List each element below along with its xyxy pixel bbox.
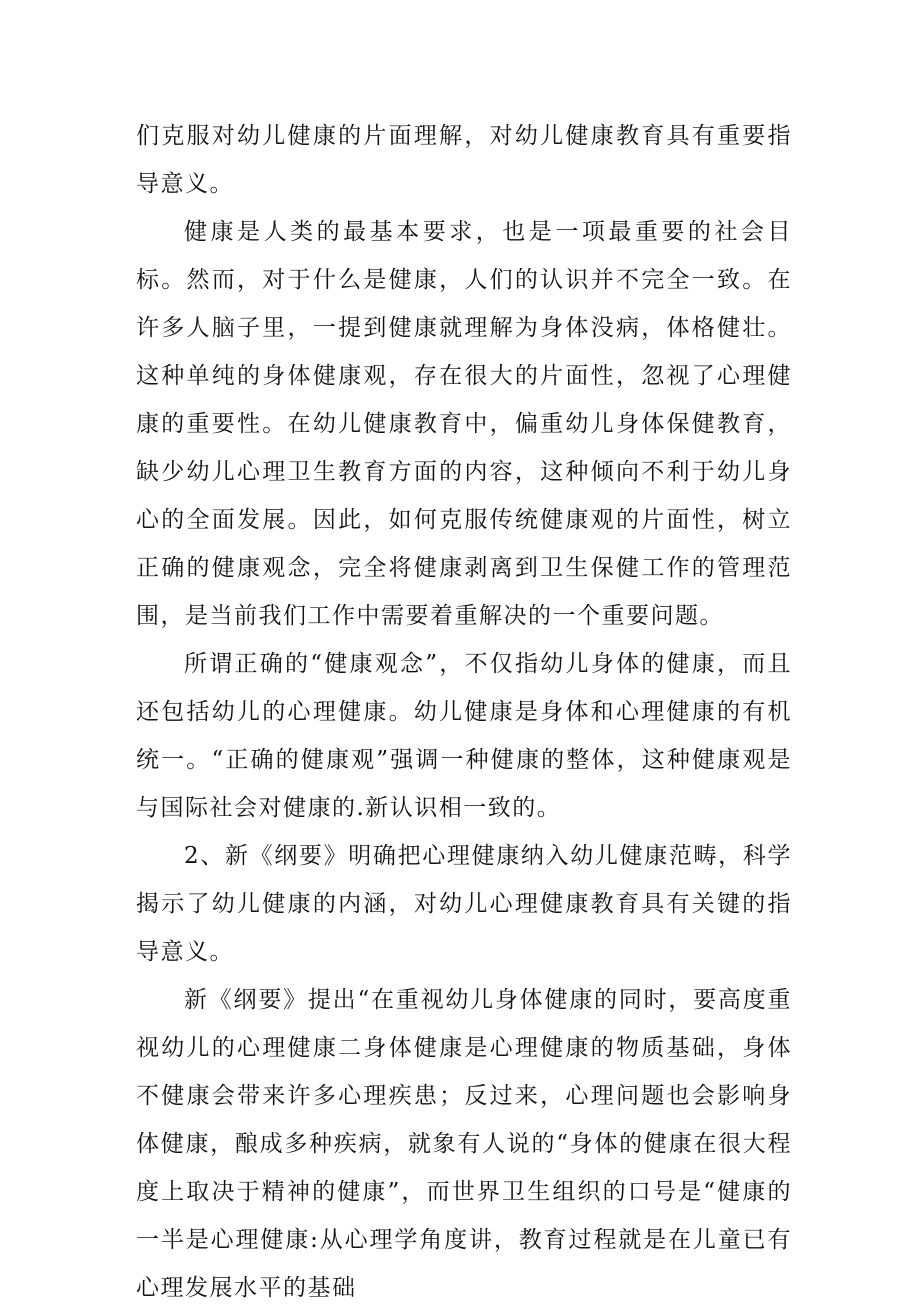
paragraph-2: 健康是人类的最基本要求，也是一项最重要的社会目标。然而，对于什么是健康，人们的认识并不完全一致。在许多人脑子里，一提到健康就理解为身体没病，体格健壮。这种单纯的身体健康观，存在很大的片面性，忽视了心理健康的重要性。在幼儿健康教育中，偏重幼儿身体保健教育，缺少幼儿心理卫生教育方面的内容，这种倾向不利于幼儿身心的全面发展。因此，如何克服传统健康观的片面性，树立正确的健康观念，完全将健康剥离到卫生保健工作的管理范围，是当前我们工作中需要着重解决的一个重要问题。 [136,219,792,629]
paragraph-5: 新《纲要》提出“在重视幼儿身体健康的同时，要高度重视幼儿的心理健康二身体健康是心理健康的物质基础，身体不健康会带来许多心理疾患；反过来，心理问题也会影响身体健康，酿成多种疾病，就象有人说的“身体的健康在很大程度上取决于精神的健康”，而世界卫生组织的口号是“健康的一半是心理健康:从心理学角度讲，教育过程就是在儿童已有心理发展水平的基础 [136,987,792,1301]
document-page [136,112,792,1312]
paragraph-1: 们克服对幼儿健康的片面理解，对幼儿健康教育具有重要指导意义。 [136,123,792,197]
paragraph-3: 所谓正确的“健康观念”，不仅指幼儿身体的健康，而且还包括幼儿的心理健康。幼儿健康是身体和心理健康的有机统一。“正确的健康观”强调一种健康的整体，这种健康观是与国际社会对健康的.新认识相一致的。 [136,651,792,821]
paragraph-4: 2、新《纲要》明确把心理健康纳入幼儿健康范畴，科学揭示了幼儿健康的内涵，对幼儿心理健康教育具有关键的指导意义。 [136,843,792,965]
